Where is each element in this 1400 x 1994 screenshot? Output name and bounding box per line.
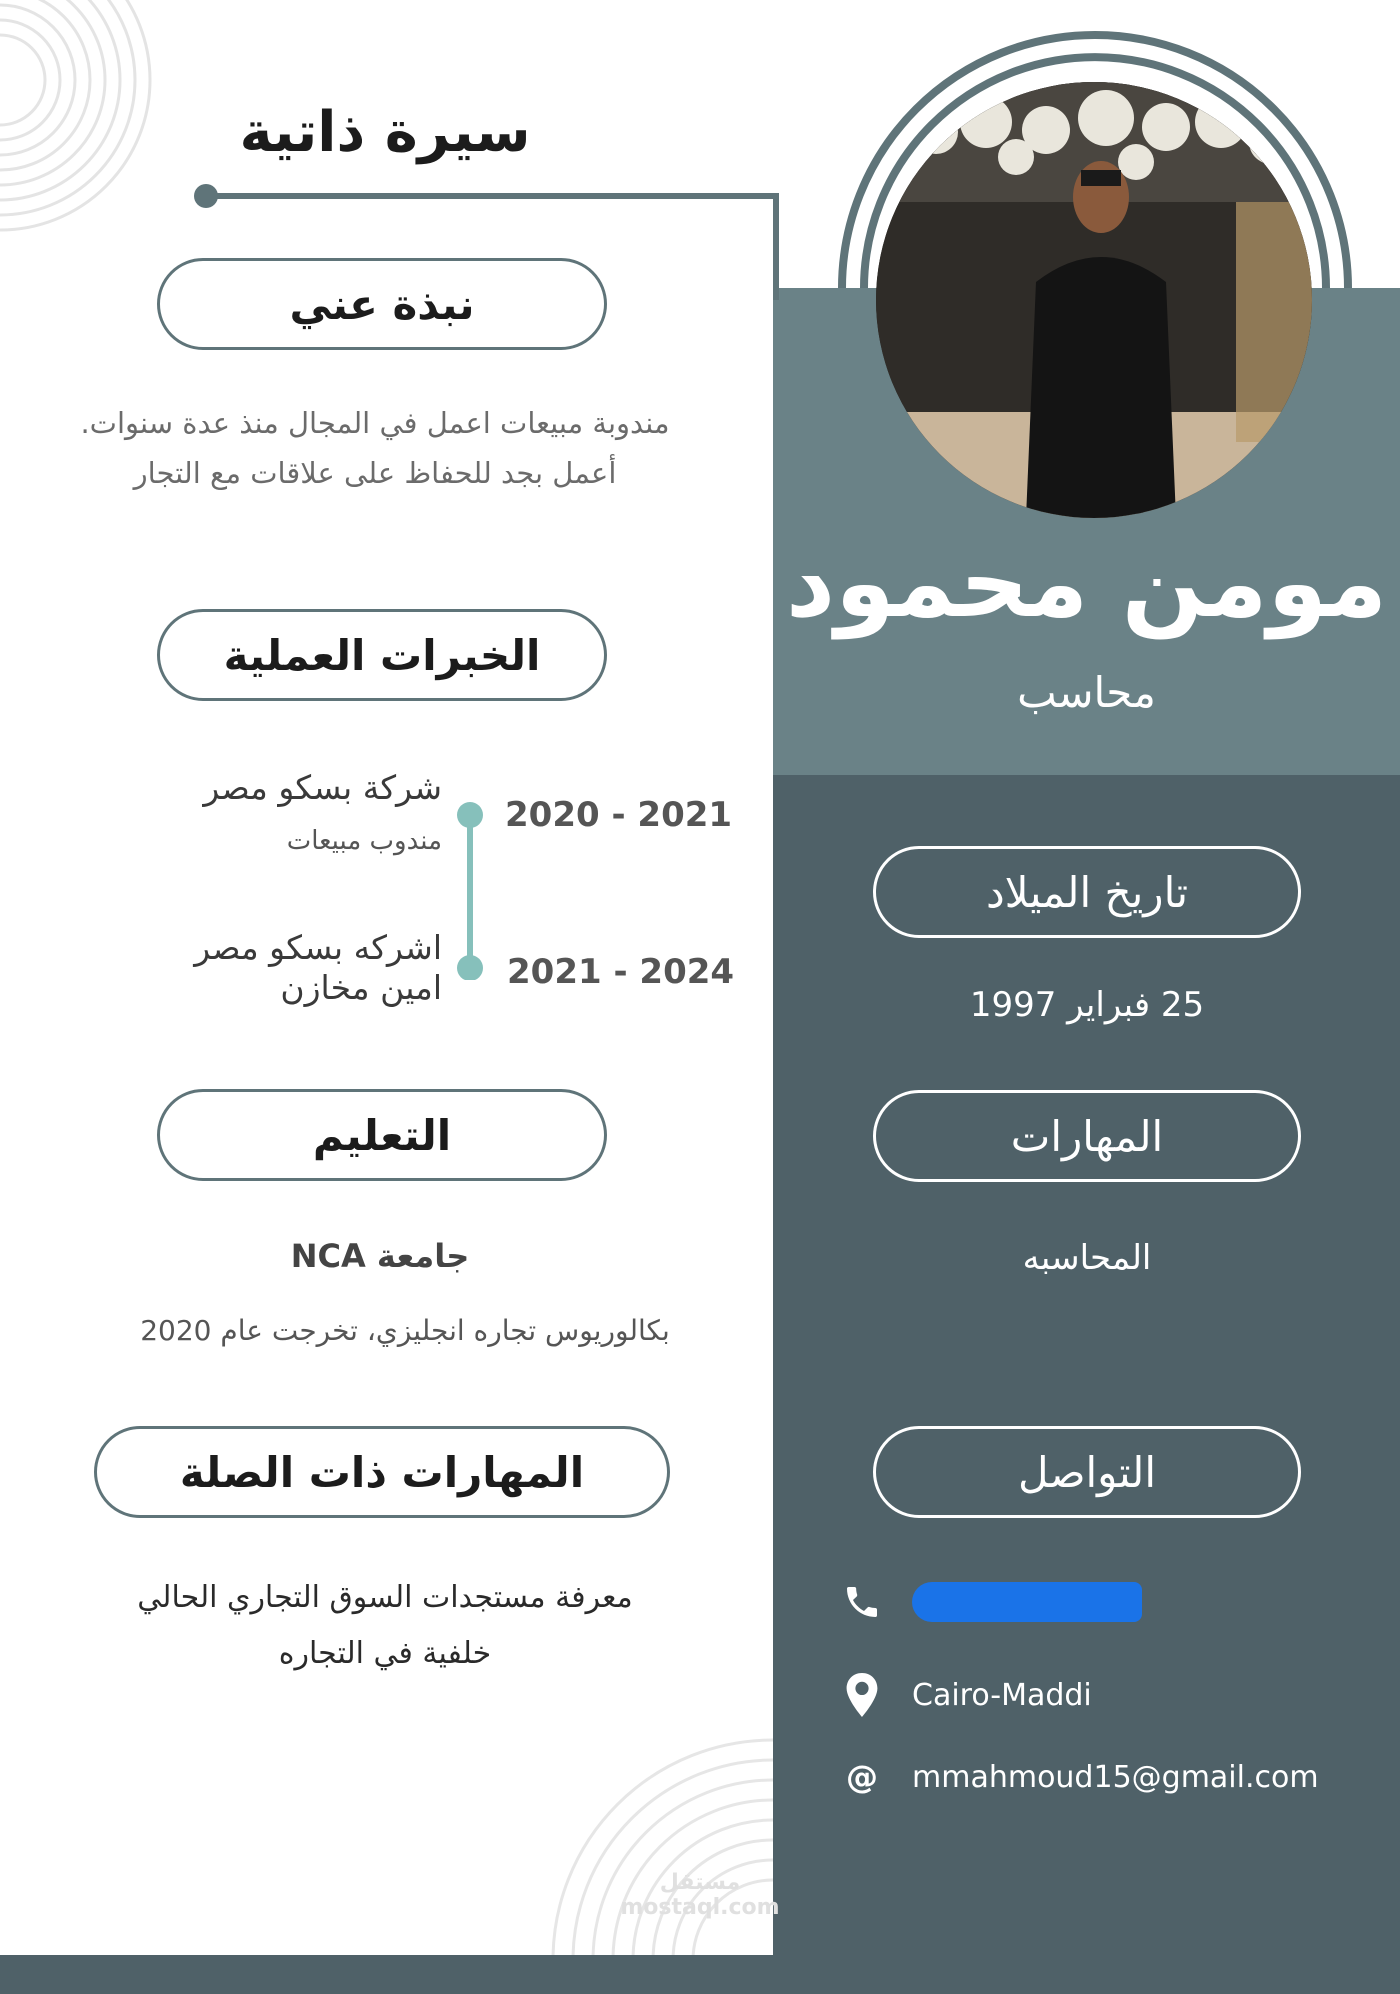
contact-email-row: [840, 1755, 1319, 1799]
about-text: مندوبة مبيعات اعمل في المجال منذ عدة سنوات. أعمل بجد للحفاظ على علاقات مع التجار: [80, 406, 670, 490]
skills-heading: [873, 1090, 1301, 1182]
skills-heading-label: المهارات: [1010, 1111, 1164, 1161]
related-skills-list: [60, 1570, 710, 1682]
education-heading: [157, 1089, 607, 1181]
related-skills-heading-label: المهارات ذات الصلة: [179, 1447, 585, 1497]
profile-photo: [876, 82, 1312, 518]
job-title: محاسب: [1017, 668, 1156, 717]
birth-heading: [873, 846, 1301, 938]
contact-heading-label: التواصل: [1018, 1447, 1156, 1497]
contact-location: Cairo-Maddi: [912, 1677, 1092, 1713]
education-degree: بكالوريوس تجاره انجليزي، تخرجت عام 2020: [140, 1314, 670, 1347]
footer-bar: [0, 1955, 773, 1994]
watermark: مستقل mostaql.com: [620, 1870, 780, 1920]
contact-location-row: [840, 1673, 1092, 1717]
education-university: جامعة NCA: [290, 1237, 470, 1275]
experience-heading-label: الخبرات العملية: [223, 630, 541, 680]
about-heading: [157, 258, 607, 350]
decorative-circles-bottom: [540, 1730, 773, 1955]
location-pin-icon: [840, 1673, 884, 1717]
full-name: مومن محمود: [785, 527, 1388, 639]
sidebar-panel: [773, 775, 1400, 1994]
contact-phone-row: [840, 1580, 1142, 1624]
skill-item: المحاسبه: [1022, 1238, 1152, 1278]
related-skill-item: معرفة مستجدات السوق التجاري الحالي: [137, 1580, 633, 1615]
page-title: سيرة ذاتية: [239, 100, 531, 165]
experience-role: امين مخازن: [280, 968, 442, 1007]
related-skills-heading: [94, 1426, 670, 1518]
experience-years: 2021 - 2024: [507, 952, 735, 992]
phone-icon: [840, 1580, 884, 1624]
experience-timeline: [455, 800, 485, 980]
experience-years: 2020 - 2021: [505, 795, 733, 835]
experience-role: مندوب مبيعات: [286, 826, 442, 856]
birth-date: 25 فبراير 1997: [969, 985, 1205, 1025]
related-skill-item: خلفية في التجاره: [278, 1636, 492, 1671]
education-heading-label: التعليم: [312, 1110, 452, 1160]
decorative-circles-top-left: [0, 0, 200, 240]
about-heading-label: نبذة عني: [289, 279, 475, 329]
phone-number-redacted: [912, 1582, 1142, 1622]
contact-email[interactable]: mmahmoud15@gmail.com: [912, 1759, 1319, 1795]
birth-heading-label: تاريخ الميلاد: [985, 867, 1189, 917]
experience-company: اشركه بسكو مصر: [194, 928, 442, 967]
experience-company: شركة بسكو مصر: [203, 768, 442, 807]
experience-heading: [157, 609, 607, 701]
at-icon: @: [846, 1758, 878, 1796]
contact-heading: [873, 1426, 1301, 1518]
